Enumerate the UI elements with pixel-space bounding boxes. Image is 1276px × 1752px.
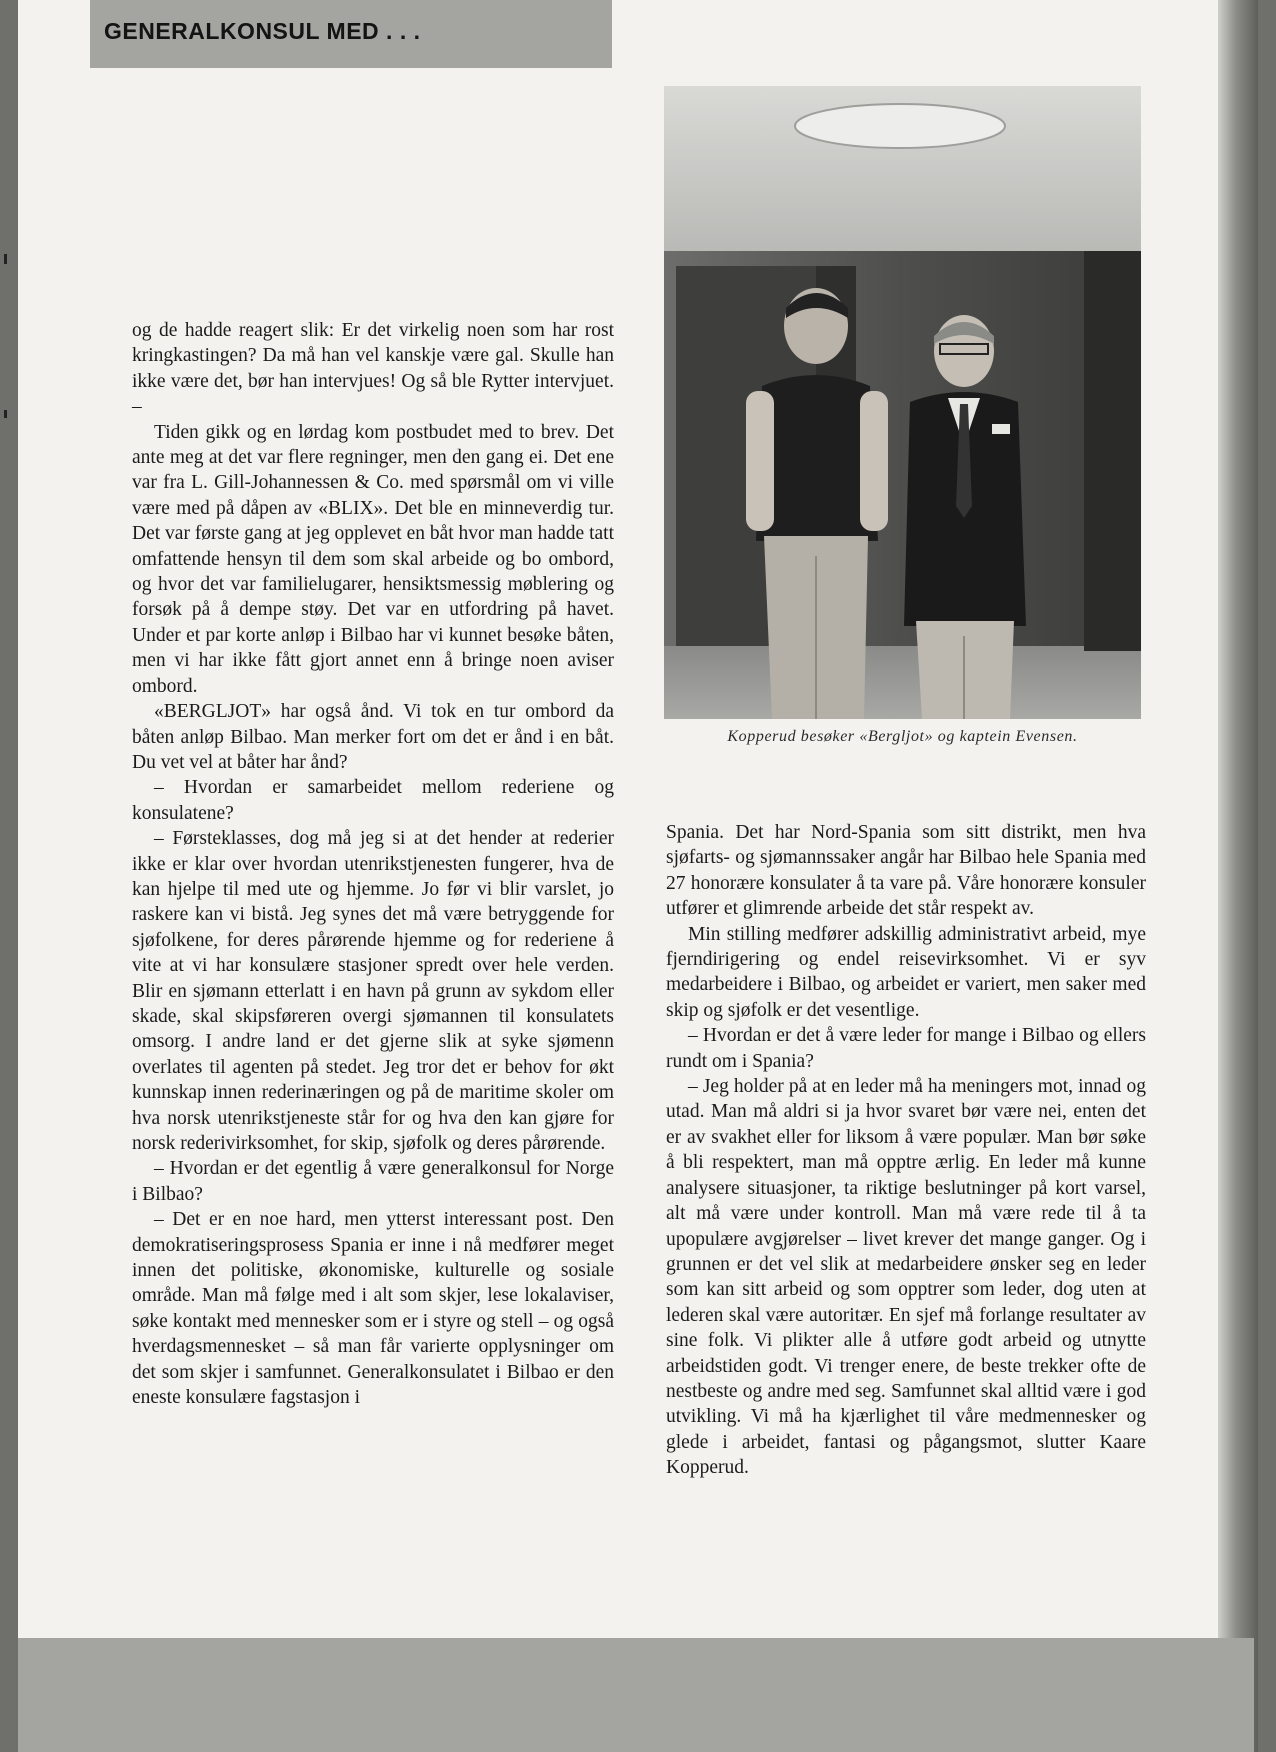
interview-answer: – Det er en noe hard, men ytterst interessant post. Den demokratiseringsprosess Spania er inne i nå medfører meget innen det politiske, økonomiske, kulturelle og sosiale område. Man må følge med i alt som skjer, lese lokalaviser, søke kontakt med mennesker som er i styre og stell – og også hverdagsmennesket – så man får varierte opplysninger om det som skjer i samfunnet. Generalkonsulatet i Bilbao er den eneste konsulære fagstasjon i [132,1209,614,1409]
binding-mark [4,410,7,418]
interview-answer: – Jeg holder på at en leder må ha meningers mot, innad og utad. Man må aldri si ja hvor svaret bør være nei, enten det er av svakhet eller for liksom å være populær. Man bør søke å bli respektert, man må opptre ærlig. En leder må kunne analysere situasjoner, ta riktige beslutninger på kort varsel, alt må være under kontroll. Man må være rede til å ta upopulære avgjørelser – livet krever det mange ganger. Og i grunnen er det vel slik at medarbeidere ønsker seg en leder som kan sitt arbeid og som opptrer som leder, dog uten at lederen skal være autoritær. En sjef må forlange resultater av sine folk. Vi plikter alle å utføre godt arbeid og utnytte arbeidstiden godt. Vi trenger enere, de beste trekker ofte de nestbeste og andre med seg. Samfunnet skal alltid være i god utvikling. Vi må ha kjærlighet til våre medmennesker og glede i arbeidet, fantasi og pågangsmot, slutter Kaare Kopperud. [666,1076,1146,1479]
photo-illustration [664,86,1141,719]
article-paragraph: Min stilling medfører adskillig administrativt arbeid, mye fjerndirigering og endel reisevirksomhet. Vi er syv medarbeidere i Bilbao, og arbeidet er variert, men saker med skip og sjøfolk er det vesentlige. [666,923,1146,1021]
binding-mark [4,254,7,264]
article-photo [664,86,1141,719]
photo-caption: Kopperud besøker «Bergljot» og kaptein Evensen. [727,728,1078,745]
interview-question: – Hvordan er samarbeidet mellom rederiene og konsulatene? [132,777,614,824]
article-paragraph: «BERGLJOT» har også ånd. Vi tok en tur ombord da båten anløp Bilbao. Man merker fort om det er ånd i en båt. Du vet vel at båter har ånd? [132,701,614,773]
article-column-right [666,820,1146,1481]
section-header-title: GENERALKONSUL MED . . . [104,18,421,44]
article-paragraph: Tiden gikk og en lørdag kom postbudet med to brev. Det ante meg at det var flere regninger, men den gang ei. Det ene var fra L. Gill-Johannessen & Co. med spørsmål om vi ville være med på dåpen av «BLIX». Det ble en minneverdig tur. Det var første gang at jeg opplevet en båt hvor man hadde tatt omfattende hensyn til dem som skal arbeide og bo ombord, og hvor det var familielugarer, hensiktsmessig møblering og forsøk på å dempe støy. Det var en utfordring på havet. Under et par korte anløp i Bilbao har vi kunnet besøke båten, men vi har ikke fått gjort annet enn å bringe noen aviser ombord. [132,421,614,697]
article-paragraph: og de hadde reagert slik: Er det virkelig noen som har rost kringkastingen? Da må han vel kanskje være gal. Skulle han ikke være det, bør han intervjues! Og så ble Rytter intervjuet. – [132,320,614,418]
interview-answer: – Førsteklasses, dog må jeg si at det hender at rederier ikke er klar over hvordan utenrikstjenesten fungerer, hva de kan hjelpe til med ute og hjemme. Jo før vi blir varslet, jo raskere kan vi bistå. Jeg synes det må være betryggende for sjøfolkene, for deres pårørende hjemme og for rederiene å vite at vi har konsulære stasjoner spredt over hele verden. Blir en sjømann etterlatt i en havn på grunn av sykdom eller skade, skal skipsføreren overgi sjømannen til konsulatets omsorg. I andre land er det gjerne slik at syke sjømenn overlates til agenten på stedet. Jeg tror det er behov for økt kunnskap innen rederinæringen og på de maritime skoler om hva norsk utenrikstjeneste står for og hva den kan gjøre for norsk rederivirksomhet, for skip, sjøfolk og deres pårørende. [132,828,614,1154]
article-paragraph: Spania. Det har Nord-Spania som sitt distrikt, men hva sjøfarts- og sjømannssaker angår har Bilbao hele Spania med 27 honorære konsulater å ta vare på. Våre honorære konsuler utfører et glimrende arbeide det står respekt av. [666,822,1146,920]
interview-question: – Hvordan er det å være leder for mange i Bilbao og ellers rundt om i Spania? [666,1025,1146,1072]
footer-band [18,1638,1254,1752]
page-fold-shadow [1218,0,1258,1752]
interview-question: – Hvordan er det egentlig å være generalkonsul for Norge i Bilbao? [132,1158,614,1205]
article-column-left [132,318,614,1410]
